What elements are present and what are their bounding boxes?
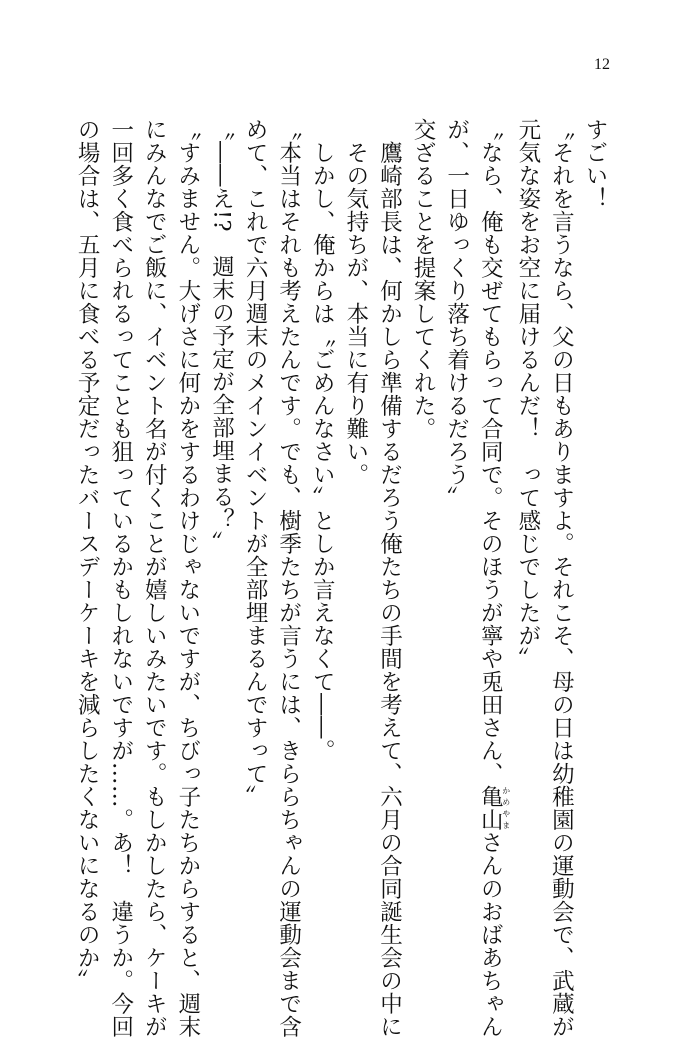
text-line-part: さんのおばあちゃん	[477, 831, 504, 1038]
text-line: 〝それを言うなら、父の日もありますよ。それこそ、母の日は幼稚園の運動会で、武蔵が	[548, 118, 575, 1038]
text-line: 交ざることを提案してくれた。	[410, 118, 437, 440]
text-line: 〝――え!? 週末の予定が全部埋まる？〟	[208, 118, 235, 555]
ruby-base: 亀山	[477, 785, 504, 831]
page-number: 12	[594, 56, 610, 73]
text-line: すごい！	[582, 118, 608, 210]
ruby-annotation	[477, 785, 511, 831]
text-line: その気持ちが、本当に有り難い。	[342, 118, 369, 486]
text-line: 元気な姿をお空に届けるんだ！ って感じでしたが〟	[514, 118, 541, 670]
body-text	[70, 118, 612, 1038]
text-line: しかし、俺からは〝ごめんなさい〟としか言えなくて――。	[309, 118, 336, 762]
text-line: にみんなでご飯に、イベント名が付くことが嬉しいみたいです。もしかしたら、ケーキが	[141, 118, 168, 1038]
text-line: 〝本当はそれも考えたんです。でも、樹季たちが言うには、きららちゃんの運動会まで含	[275, 118, 302, 1038]
ruby-reading: かめやま	[501, 785, 511, 831]
text-line: の場合は、五月に食べる予定だったバースデーケーキを減らしたくないになるのか〟	[74, 118, 101, 992]
text-line: 〝すみません。大げさに何かをするわけじゃないですが、ちびっ子たちからすると、週末	[174, 118, 201, 1038]
text-line: 一回多く食べられるってことも狙っているかもしれないですが……。あ！ 違うか。今回	[107, 118, 134, 1038]
text-line: めて、これで六月週末のメインイベントが全部埋まるんですって〟	[242, 118, 269, 808]
text-line: 鷹崎部長は、何かしら準備するだろう俺たちの手間を考えて、六月の合同誕生会の中に	[376, 118, 403, 1038]
text-line: が、一日ゆっくり落ち着けるだろう〟	[443, 118, 470, 509]
text-line	[473, 118, 511, 1038]
text-line-part: 〝なら、俺も交ぜてもらって合同で。そのほうが寧や兎田さん、	[477, 118, 504, 785]
